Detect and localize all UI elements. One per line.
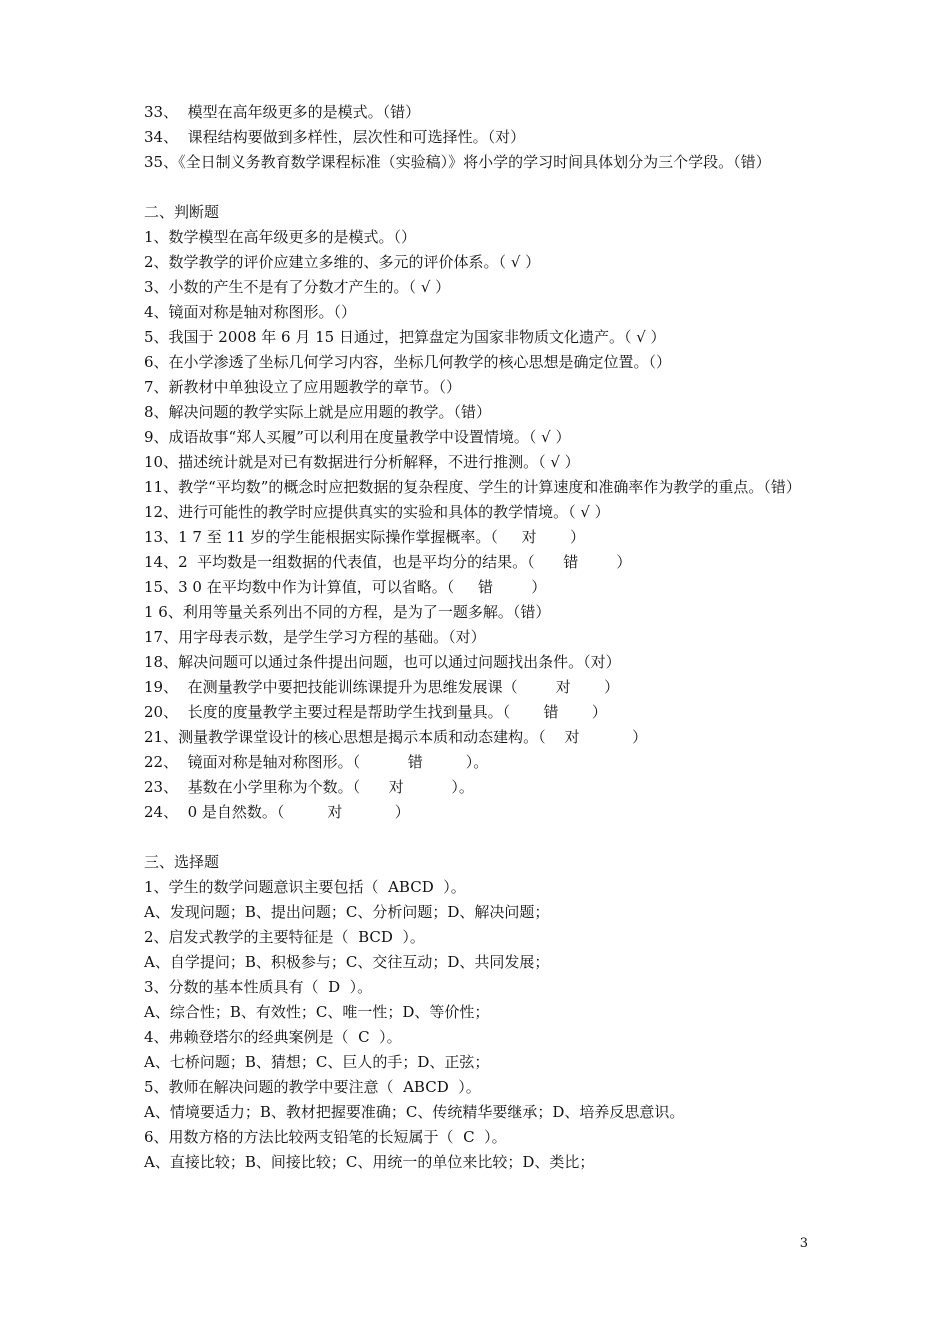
- list-item: 15、3 0 在平均数中作为计算值，可以省略。（ 错 ）: [144, 578, 547, 596]
- list-item: 8、解决问题的教学实际上就是应用题的教学。（错）: [144, 403, 492, 421]
- list-item: 22、 镜面对称是轴对称图形。（ 错 ）。: [144, 753, 489, 771]
- list-item: 7、新教材中单独设立了应用题教学的章节。（）: [144, 378, 462, 396]
- list-item: 34、 课程结构要做到多样性，层次性和可选择性。（对）: [144, 128, 526, 146]
- list-item: 24、 0 是自然数。（ 对 ）: [144, 803, 410, 821]
- list-item: 23、 基数在小学里称为个数。（ 对 ）。: [144, 778, 474, 796]
- question-item: 1、学生的数学问题意识主要包括（ ABCD ）。: [144, 878, 466, 896]
- list-item: 1、数学模型在高年级更多的是模式。（）: [144, 228, 417, 246]
- list-item: 9、成语故事“郑人买履”可以利用在度量教学中设置情境。（ √ ）: [144, 428, 571, 446]
- section-heading-judgment: 二、判断题: [144, 203, 220, 221]
- list-item: 12、进行可能性的教学时应提供真实的实验和具体的教学情境。（ √ ）: [144, 503, 610, 521]
- list-item: 10、描述统计就是对已有数据进行分析解释，不进行推测。（ √ ）: [144, 453, 580, 471]
- list-item: 3、小数的产生不是有了分数才产生的。（ √ ）: [144, 278, 451, 296]
- question-item: 5、教师在解决问题的教学中要注意（ ABCD ）。: [144, 1078, 481, 1096]
- question-item: 2、启发式教学的主要特征是（ BCD ）。: [144, 928, 425, 946]
- question-item: 3、分数的基本性质具有（ D ）。: [144, 978, 373, 996]
- options-item: A、自学提问；B、积极参与；C、交往互动；D、共同发展；: [144, 953, 550, 971]
- list-item: 33、 模型在高年级更多的是模式。（错）: [144, 103, 421, 121]
- list-item: 13、1 7 至 11 岁的学生能根据实际操作掌握概率。（ 对 ）: [144, 528, 586, 546]
- list-item: 20、 长度的度量教学主要过程是帮助学生找到量具。（ 错 ）: [144, 703, 607, 721]
- list-item: 1 6、利用等量关系列出不同的方程，是为了一题多解。（错）: [144, 603, 551, 621]
- page-content: [144, 100, 834, 1175]
- list-item: 4、镜面对称是轴对称图形。（）: [144, 303, 357, 321]
- options-item: A、直接比较；B、间接比较；C、用统一的单位来比较；D、类比；: [144, 1153, 595, 1171]
- section-heading-choice: 三、选择题: [144, 853, 220, 871]
- options-item: A、发现问题；B、提出问题；C、分析问题；D、解决问题；: [144, 903, 550, 921]
- options-item: A、七桥问题；B、猜想；C、巨人的手；D、正弦；: [144, 1053, 490, 1071]
- list-item: 17、用字母表示数，是学生学习方程的基础。（对）: [144, 628, 486, 646]
- options-item: A、情境要适力；B、教材把握要准确；C、传统精华要继承；D、培养反思意识。: [144, 1103, 685, 1121]
- list-item: 14、2 平均数是一组数据的代表值，也是平均分的结果。（ 错 ）: [144, 553, 632, 571]
- page-number: 3: [799, 1236, 808, 1251]
- spacer: [144, 175, 834, 200]
- list-item: 5、我国于 2008 年 6 月 15 日通过，把算盘定为国家非物质文化遗产。（ √ ）: [144, 328, 666, 346]
- list-item: 35、《全日制义务教育数学课程标准（实验稿）》将小学的学习时间具体划分为三个学段。（错）: [144, 153, 771, 171]
- list-item: 6、在小学渗透了坐标几何学习内容，坐标几何教学的核心思想是确定位置。（）: [144, 353, 672, 371]
- list-item: 2、数学教学的评价应建立多维的、多元的评价体系。（ √ ）: [144, 253, 541, 271]
- options-item: A、综合性；B、有效性；C、唯一性；D、等价性；: [144, 1003, 490, 1021]
- list-item: 11、教学“平均数”的概念时应把数据的复杂程度、学生的计算速度和准确率作为教学的重点。（错）: [144, 478, 801, 496]
- question-item: 6、用数方格的方法比较两支铅笔的长短属于（ C ）。: [144, 1128, 507, 1146]
- list-item: 21、测量教学课堂设计的核心思想是揭示本质和动态建构。（ 对 ）: [144, 728, 648, 746]
- list-item: 18、解决问题可以通过条件提出问题，也可以通过问题找出条件。（对）: [144, 653, 621, 671]
- question-item: 4、弗赖登塔尔的经典案例是（ C ）。: [144, 1028, 402, 1046]
- spacer: [144, 825, 834, 850]
- list-item: 19、 在测量教学中要把技能训练课提升为思维发展课（ 对 ）: [144, 678, 620, 696]
